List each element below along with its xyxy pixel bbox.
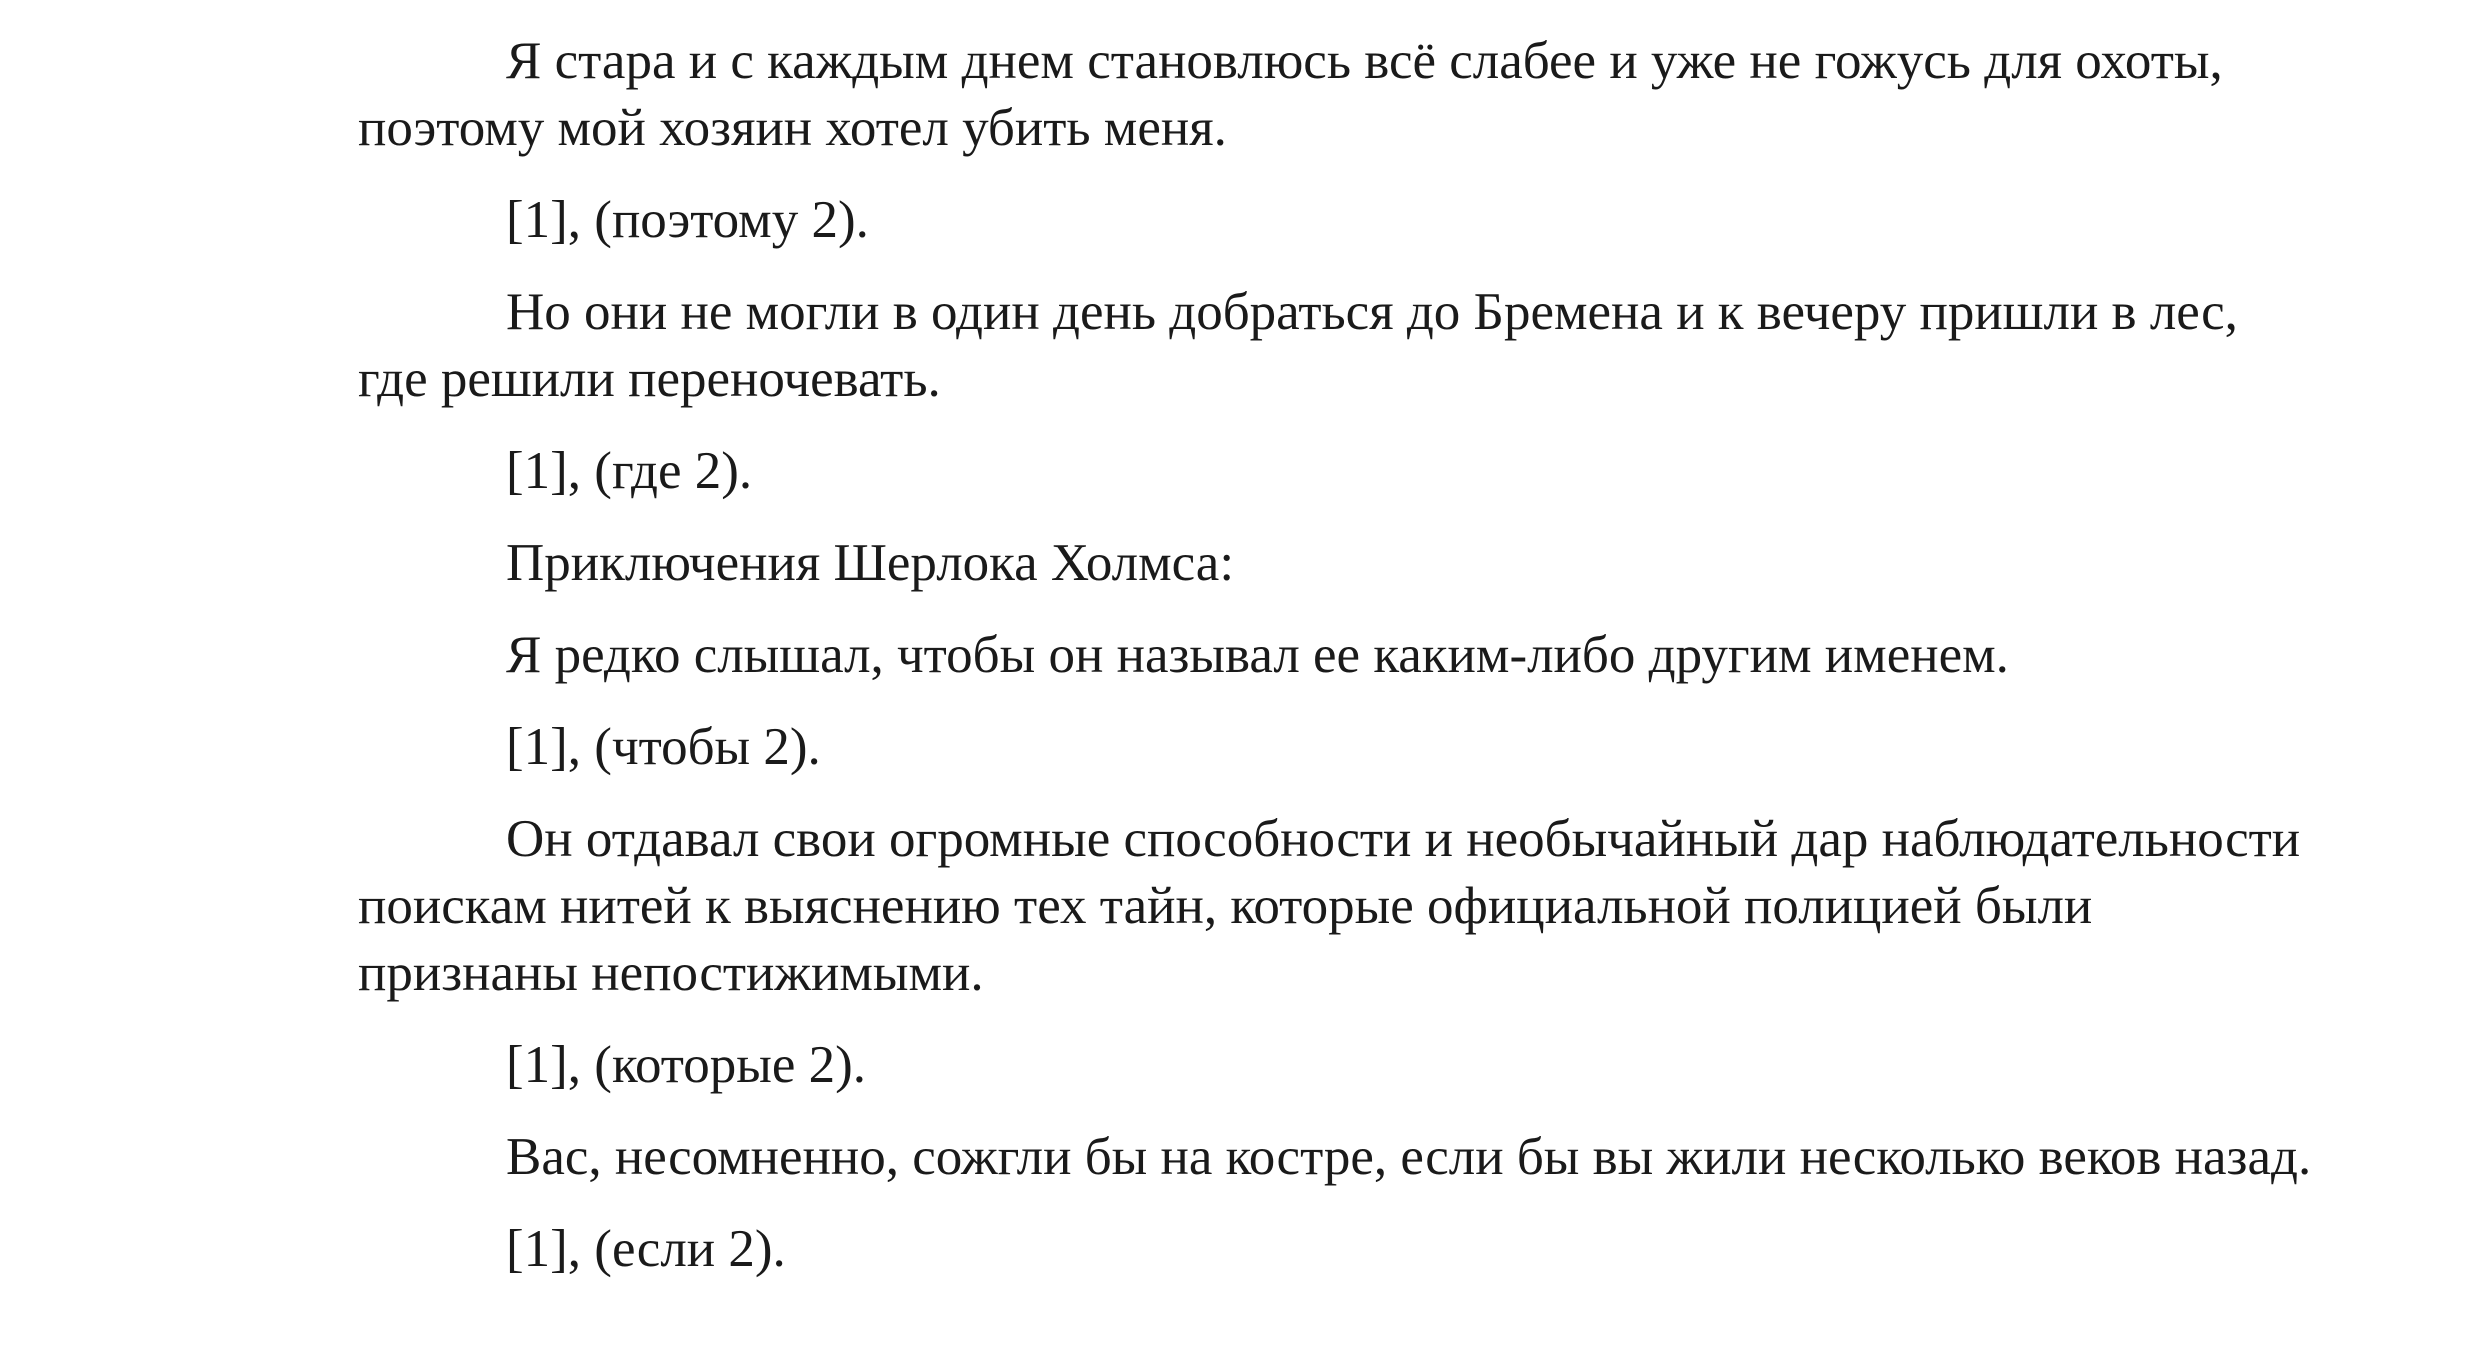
scheme-gde: [1], (где 2). [506,442,753,500]
section-heading-sherlock: Приключения Шерлока Холмса: [506,534,1235,592]
sentence-sherlock-abilities: Он отдавал свои огромные способности и необычайный дар наблюдательности поискам нитей к выяснению тех тайн, которые официальной полицией были признаны непостижимыми. [358,810,2301,1002]
document-page [358,28,2318,1283]
scheme-kotorye: [1], (которые 2). [506,1036,867,1094]
sentence-bremen-dog: Я стара и с каждым днем становлюсь всё слабее и уже не гожусь для охоты, поэтому мой хозяин хотел убить меня. [358,32,2223,157]
sentence-sherlock-burned: Вас, несомненно, сожгли бы на костре, если бы вы жили несколько веков назад. [506,1128,2312,1186]
scheme-chtoby: [1], (чтобы 2). [506,718,821,776]
scheme-esli: [1], (если 2). [506,1220,786,1278]
scheme-poetomu: [1], (поэтому 2). [506,191,869,249]
sentence-sherlock-name: Я редко слышал, чтобы он называл ее каким-либо другим именем. [506,626,2009,684]
sentence-bremen-forest: Но они не могли в один день добраться до Бремена и к вечеру пришли в лес, где решили переночевать. [358,283,2238,408]
